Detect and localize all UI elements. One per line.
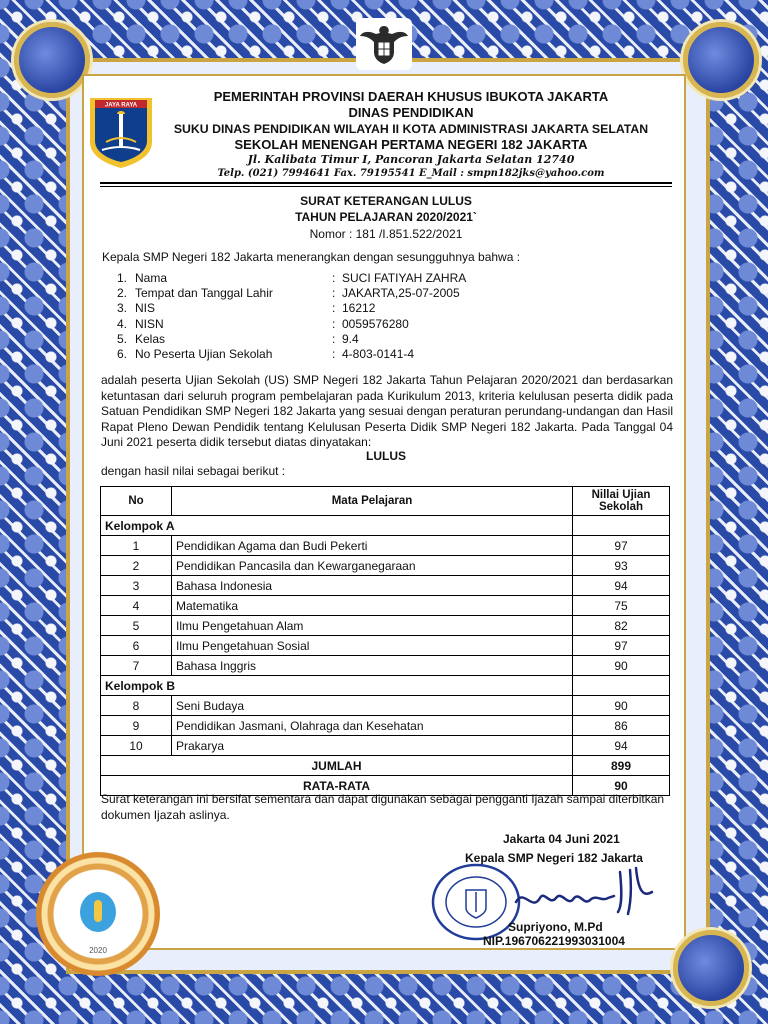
row-subject: Bahasa Indonesia xyxy=(172,576,573,596)
row-score: 94 xyxy=(573,736,670,756)
row-no: 5 xyxy=(101,616,172,636)
table-row xyxy=(101,616,670,636)
row-no: 1 xyxy=(101,536,172,556)
identity-label: NIS xyxy=(135,301,156,316)
logo-motto: JAYA RAYA xyxy=(104,102,138,109)
identity-row xyxy=(117,301,567,316)
group-label-b: Kelompok B xyxy=(101,676,573,696)
row-no: 6 xyxy=(101,636,172,656)
row-no: 2 xyxy=(101,556,172,576)
intro-text: Kepala SMP Negeri 182 Jakarta menerangkan dengan sesungguhnya bahwa : xyxy=(102,250,521,264)
row-score: 93 xyxy=(573,556,670,576)
group-empty-cell xyxy=(573,516,670,536)
corner-ornament-top-right xyxy=(683,22,759,98)
total-label: JUMLAH xyxy=(101,756,573,776)
identity-colon: : xyxy=(332,346,336,361)
identity-no: 5. xyxy=(117,331,128,346)
student-identity xyxy=(117,271,567,362)
row-score: 90 xyxy=(573,696,670,716)
identity-no: 3. xyxy=(117,301,128,316)
identity-no: 4. xyxy=(117,316,128,331)
header-government: PEMERINTAH PROVINSI DAERAH KHUSUS IBUKOTA JAKARTA xyxy=(213,89,609,104)
handwritten-signature xyxy=(510,862,660,922)
table-row xyxy=(101,656,670,676)
row-no: 8 xyxy=(101,696,172,716)
header-score: Nillai Ujian Sekolah xyxy=(573,487,670,516)
letterhead-rule-thin xyxy=(100,186,672,187)
row-subject: Prakarya xyxy=(172,736,573,756)
signature-place-date: Jakarta 04 Juni 2021 xyxy=(503,832,620,846)
identity-row xyxy=(117,271,567,286)
group-empty-cell xyxy=(573,676,670,696)
table-header-row xyxy=(101,487,670,516)
identity-value: 16212 xyxy=(342,301,376,316)
identity-label: Tempat dan Tanggal Lahir xyxy=(135,286,273,301)
row-score: 75 xyxy=(573,596,670,616)
identity-value: JAKARTA,25-07-2005 xyxy=(342,286,460,301)
row-no: 4 xyxy=(101,596,172,616)
identity-row xyxy=(117,347,567,362)
signature-role: Kepala SMP Negeri 182 Jakarta xyxy=(465,851,643,865)
table-row xyxy=(101,576,670,596)
group-label-a: Kelompok A xyxy=(101,516,573,536)
table-row xyxy=(101,716,670,736)
row-subject: Pendidikan Pancasila dan Kewarganegaraan xyxy=(172,556,573,576)
identity-label: Kelas xyxy=(135,331,166,346)
header-school: SEKOLAH MENENGAH PERTAMA NEGERI 182 JAKARTA xyxy=(234,137,588,152)
signatory-nip: NIP.196706221993031004 xyxy=(483,934,625,948)
row-score: 82 xyxy=(573,616,670,636)
document-year: TAHUN PELAJARAN 2020/2021` xyxy=(295,210,477,224)
average-label: RATA-RATA xyxy=(101,776,573,796)
row-subject: Ilmu Pengetahuan Sosial xyxy=(172,636,573,656)
row-score: 94 xyxy=(573,576,670,596)
document-number: Nomor : 181 /I.851.522/2021 xyxy=(309,227,463,241)
row-subject: Pendidikan Jasmani, Olahraga dan Kesehatan xyxy=(172,716,573,736)
row-no: 7 xyxy=(101,656,172,676)
row-score: 90 xyxy=(573,656,670,676)
identity-value: 9.4 xyxy=(342,331,359,346)
identity-value: 0059576280 xyxy=(342,316,409,331)
identity-colon: : xyxy=(332,301,336,316)
results-intro: dengan hasil nilai sebagai berikut : xyxy=(101,464,286,478)
row-no: 9 xyxy=(101,716,172,736)
identity-no: 2. xyxy=(117,286,128,301)
table-row xyxy=(101,636,670,656)
identity-colon: : xyxy=(332,331,336,346)
letterhead-rule-thick xyxy=(100,182,672,184)
row-subject: Ilmu Pengetahuan Alam xyxy=(172,616,573,636)
identity-row xyxy=(117,286,567,301)
header-agency: DINAS PENDIDIKAN xyxy=(348,105,474,120)
corner-ornament-bottom-right xyxy=(673,930,749,1006)
education-seal-icon xyxy=(36,852,160,976)
identity-colon: : xyxy=(332,316,336,331)
group-row xyxy=(101,676,670,696)
total-value: 899 xyxy=(573,756,670,776)
header-address: Jl. Kalibata Timur I, Pancoran Jakarta Selatan 12740 xyxy=(247,153,575,166)
identity-colon: : xyxy=(332,286,336,301)
corner-ornament-top-left xyxy=(14,22,90,98)
row-subject: Seni Budaya xyxy=(172,696,573,716)
tut-wuri-handayani-icon xyxy=(80,892,116,932)
table-row xyxy=(101,696,670,716)
identity-row xyxy=(117,332,567,347)
letterhead xyxy=(150,89,672,181)
table-row xyxy=(101,736,670,756)
row-no: 10 xyxy=(101,736,172,756)
dki-jakarta-logo-icon xyxy=(86,94,156,170)
garuda-emblem-icon xyxy=(356,18,412,70)
seal-year: 2020 xyxy=(89,946,107,955)
validity-note: Surat keterangan ini bersifat sementara dan dapat digunakan sebagai pengganti Ijazah sampai diterbitkan dokumen Ijazah aslinya. xyxy=(101,792,665,822)
header-suku-dinas: SUKU DINAS PENDIDIKAN WILAYAH II KOTA ADMINISTRASI JAKARTA SELATAN xyxy=(173,122,649,136)
identity-no: 1. xyxy=(117,271,128,285)
identity-label: No Peserta Ujian Sekolah xyxy=(135,346,273,361)
header-subject: Mata Pelajaran xyxy=(172,487,573,516)
row-subject: Pendidikan Agama dan Budi Pekerti xyxy=(172,536,573,556)
table-row xyxy=(101,596,670,616)
group-row xyxy=(101,516,670,536)
header-no: No xyxy=(101,487,172,516)
table-row xyxy=(101,556,670,576)
identity-no: 6. xyxy=(117,346,128,361)
identity-row xyxy=(117,317,567,332)
identity-label: NISN xyxy=(135,316,164,331)
row-subject: Bahasa Inggris xyxy=(172,656,573,676)
identity-value: SUCI FATIYAH ZAHRA xyxy=(342,271,467,285)
graduation-status: LULUS xyxy=(366,449,406,463)
table-row xyxy=(101,536,670,556)
row-score: 97 xyxy=(573,636,670,656)
average-value: 90 xyxy=(573,776,670,796)
identity-value: 4-803-0141-4 xyxy=(342,346,415,361)
row-score: 97 xyxy=(573,536,670,556)
identity-colon: : xyxy=(332,271,336,285)
row-subject: Matematika xyxy=(172,596,573,616)
identity-label: Nama xyxy=(135,271,168,285)
grades-table xyxy=(100,486,670,796)
document-title: SURAT KETERANGAN LULUS xyxy=(300,194,472,208)
total-row xyxy=(101,756,670,776)
row-score: 86 xyxy=(573,716,670,736)
row-no: 3 xyxy=(101,576,172,596)
graduation-statement: adalah peserta Ujian Sekolah (US) SMP Negeri 182 Jakarta Tahun Pelajaran 2020/2021 dan berdasarkan ketuntasan dari seluruh program pembelajaran pada Kurikulum 2013, kriteria kelulusan peserta didik pada Satuan Pendidikan SMP Negeri 182 Jakarta yang sesuai dengan peraturan perundang-undangan dan Hasil Rapat Pleno Dewan Pendidik tentang Kelulusan Peserta Didik SMP Negeri 182 Jakarta. Pada Tanggal 04 Juni 2021 peserta didik tersebut diatas dinyatakan: xyxy=(101,373,673,449)
header-contact: Telp. (021) 7994641 Fax. 79195541 E_Mail : smpn182jks@yahoo.com xyxy=(217,168,605,179)
signatory-name: Supriyono, M.Pd xyxy=(508,920,603,934)
